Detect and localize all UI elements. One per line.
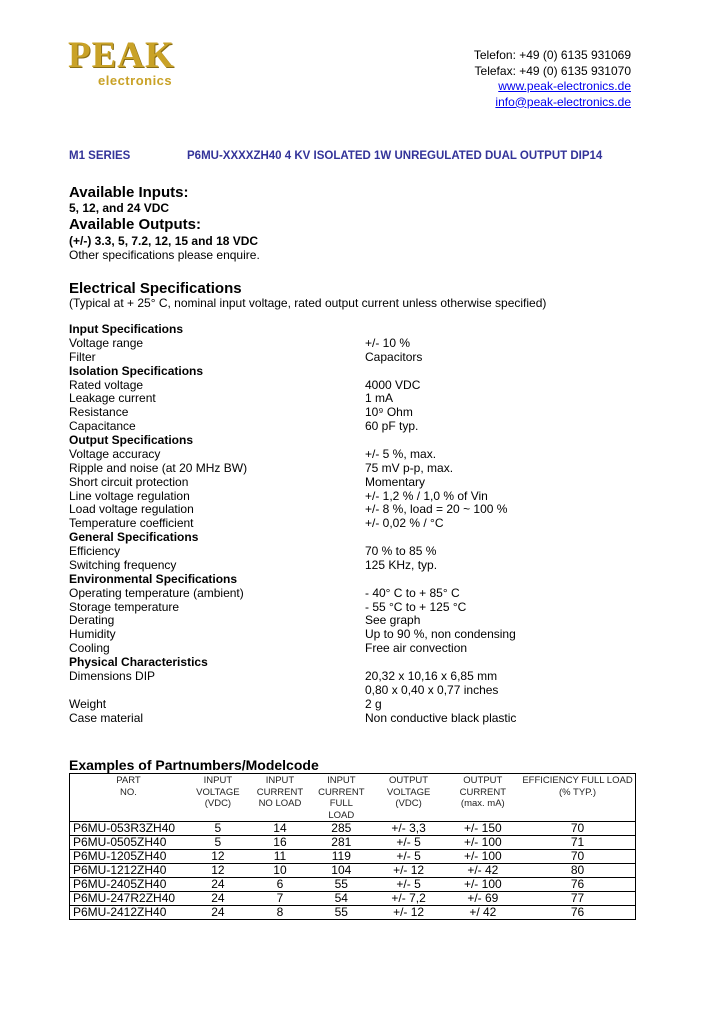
spec-label: Temperature coefficient [69, 516, 194, 531]
spec-row [69, 337, 629, 351]
series-name: M1 SERIES [69, 150, 131, 162]
spec-value: +/- 0,02 % / °C [365, 516, 444, 531]
table-cell: +/- 5 [372, 850, 446, 864]
spec-value: Free air convection [365, 641, 468, 656]
spec-row [69, 420, 629, 434]
table-cell: +/ 42 [446, 906, 520, 920]
spec-row [69, 503, 629, 517]
spec-row [69, 448, 629, 462]
spec-value: 2 g [365, 696, 382, 711]
table-cell: 80 [520, 864, 635, 878]
spec-row [69, 490, 629, 504]
table-cell: +/- 5 [372, 878, 446, 892]
spec-value: 75 mV p-p, max. [365, 460, 454, 475]
table-cell: +/- 3,3 [372, 822, 446, 836]
fax-number: Telefax: +49 (0) 6135 931070 [474, 63, 631, 78]
table-row [70, 892, 636, 906]
spec-row [69, 614, 629, 628]
spec-list [69, 323, 629, 725]
spec-row [69, 698, 629, 712]
table-row [70, 822, 636, 836]
outputs-note: Other specifications please enquire. [69, 248, 260, 262]
spec-row [69, 684, 629, 698]
spec-label: Rated voltage [69, 377, 144, 392]
spec-label: Switching frequency [69, 557, 177, 572]
column-header: OUTPUT CURRENT (max. mA) [459, 775, 507, 809]
table-row [70, 850, 636, 864]
table-cell: 54 [311, 892, 372, 906]
table-cell: 76 [520, 906, 635, 920]
table-cell: 70 [520, 850, 635, 864]
spec-row [69, 379, 629, 393]
table-row [70, 878, 636, 892]
spec-row [69, 712, 629, 726]
spec-label: Dimensions DIP [69, 668, 156, 683]
table-cell: 24 [187, 892, 249, 906]
table-row [70, 864, 636, 878]
spec-label: Filter [69, 349, 96, 364]
table-cell: +/- 12 [372, 906, 446, 920]
outputs-heading: Available Outputs: [69, 216, 201, 233]
column-header: INPUT VOLTAGE (VDC) [196, 775, 240, 809]
spec-label: Case material [69, 710, 144, 725]
table-cell: 5 [187, 836, 249, 850]
spec-row [69, 406, 629, 420]
part-number-cell: P6MU-0505ZH40 [70, 836, 187, 850]
inputs-heading: Available Inputs: [69, 184, 189, 201]
email-link[interactable]: info@peak-electronics.de [495, 94, 631, 109]
spec-label: Derating [69, 613, 115, 628]
outputs-values: (+/-) 3.3, 5, 7.2, 12, 15 and 18 VDC [69, 234, 259, 248]
spec-label: Weight [69, 696, 107, 711]
table-cell: 12 [187, 864, 249, 878]
spec-section-heading: Output Specifications [69, 433, 194, 447]
table-cell: +/- 42 [446, 864, 520, 878]
part-number-cell: P6MU-053R3ZH40 [70, 822, 187, 836]
table-row [70, 906, 636, 920]
spec-section-heading: Physical Characteristics [69, 655, 208, 669]
spec-label: Storage temperature [69, 599, 180, 614]
table-cell: 76 [520, 878, 635, 892]
spec-label: Line voltage regulation [69, 488, 190, 503]
spec-row [69, 587, 629, 601]
spec-row [69, 642, 629, 656]
spec-row [69, 476, 629, 490]
column-header: INPUT CURRENT FULL LOAD [318, 775, 365, 821]
spec-value: 70 % to 85 % [365, 544, 437, 558]
logo-wordmark: PEAK [68, 35, 175, 76]
table-cell: +/- 100 [446, 878, 520, 892]
website-link[interactable]: www.peak-electronics.de [498, 79, 631, 93]
spec-label: Leakage current [69, 391, 156, 406]
table-cell: 71 [520, 836, 635, 850]
part-number-cell: P6MU-2412ZH40 [70, 906, 187, 920]
spec-label: Humidity [69, 627, 116, 642]
spec-label: Cooling [69, 641, 110, 656]
spec-label: Short circuit protection [69, 474, 189, 489]
spec-label: Ripple and noise (at 20 MHz BW) [69, 460, 248, 475]
spec-row [69, 601, 629, 615]
table-cell: 55 [311, 906, 372, 920]
contact-block [474, 48, 631, 110]
table-cell: 11 [249, 850, 311, 864]
spec-value: +/- 5 %, max. [365, 446, 437, 461]
logo-subtext: electronics [98, 73, 173, 88]
spec-row [69, 351, 629, 365]
part-number-cell: P6MU-247R2ZH40 [70, 892, 187, 906]
spec-label: Efficiency [69, 544, 121, 558]
spec-value: 0,80 x 0,40 x 0,77 inches [365, 682, 499, 697]
part-number-cell: P6MU-1205ZH40 [70, 850, 187, 864]
spec-value: Non conductive black plastic [365, 710, 517, 725]
table-cell: 16 [249, 836, 311, 850]
spec-label: Operating temperature (ambient) [69, 585, 244, 600]
table-row [70, 836, 636, 850]
spec-value: 20,32 x 10,16 x 6,85 mm [365, 668, 498, 683]
table-cell: 10 [249, 864, 311, 878]
spec-value: 125 KHz, typ. [365, 557, 438, 572]
table-cell: 24 [187, 878, 249, 892]
table-cell: +/- 150 [446, 822, 520, 836]
table-cell: 8 [249, 906, 311, 920]
inputs-values: 5, 12, and 24 VDC [69, 201, 170, 215]
table-cell: 7 [249, 892, 311, 906]
spec-row [69, 559, 629, 573]
table-cell: +/- 69 [446, 892, 520, 906]
table-cell: 12 [187, 850, 249, 864]
spec-row [69, 628, 629, 642]
spec-row [69, 392, 629, 406]
table-cell: 104 [311, 864, 372, 878]
spec-value: 60 pF typ. [365, 419, 419, 434]
spec-value: 4000 VDC [365, 377, 421, 392]
parts-table [69, 773, 636, 920]
phone-number: Telefon: +49 (0) 6135 931069 [473, 48, 631, 62]
table-cell: 285 [311, 822, 372, 836]
spec-row [69, 545, 629, 559]
electrical-heading: Electrical Specifications [69, 280, 242, 297]
spec-section-heading: Environmental Specifications [69, 571, 238, 586]
column-header: OUTPUT VOLTAGE (VDC) [386, 775, 431, 809]
spec-value: - 40° C to + 85° C [365, 585, 460, 600]
column-header: EFFICIENCY FULL LOAD (% TYP.) [522, 775, 633, 798]
table-cell: 55 [311, 878, 372, 892]
product-title: P6MU-XXXXZH40 4 KV ISOLATED 1W UNREGULATED DUAL OUTPUT DIP14 [187, 150, 603, 162]
table-cell: +/- 100 [446, 850, 520, 864]
spec-value: 10⁹ Ohm [365, 405, 413, 420]
spec-value: +/- 8 %, load = 20 ~ 100 % [365, 502, 508, 517]
spec-value: Capacitors [365, 349, 423, 364]
electrical-subtitle: (Typical at + 25° C, nominal input voltage, rated output current unless otherwise specified) [69, 296, 547, 310]
parts-heading: Examples of Partnumbers/Modelcode [69, 757, 319, 773]
spec-label: Capacitance [69, 419, 136, 434]
table-cell: +/- 7,2 [372, 892, 446, 906]
company-logo [68, 35, 186, 88]
table-cell: +/- 5 [372, 836, 446, 850]
spec-row [69, 670, 629, 684]
spec-label: Resistance [69, 405, 129, 420]
part-number-cell: P6MU-2405ZH40 [70, 878, 187, 892]
spec-value: Momentary [365, 474, 426, 489]
part-number-cell: P6MU-1212ZH40 [70, 864, 187, 878]
spec-value: Up to 90 %, non condensing [365, 627, 516, 642]
spec-value: +/- 1,2 % / 1,0 % of Vin [365, 488, 488, 503]
table-cell: +/- 12 [372, 864, 446, 878]
table-cell: 14 [249, 822, 311, 836]
spec-label: Voltage accuracy [69, 446, 161, 461]
spec-label: Voltage range [69, 335, 144, 350]
column-header: INPUT CURRENT NO LOAD [256, 775, 304, 809]
table-cell: 281 [311, 836, 372, 850]
table-cell: +/- 100 [446, 836, 520, 850]
column-header: PART NO. [116, 775, 141, 798]
table-cell: 119 [311, 850, 372, 864]
spec-section-heading: Isolation Specifications [69, 363, 204, 378]
spec-row [69, 462, 629, 476]
spec-value: 1 mA [365, 391, 394, 406]
spec-section-heading: General Specifications [69, 530, 199, 545]
spec-value: - 55 °C to + 125 °C [365, 599, 467, 614]
spec-value: +/- 10 % [365, 335, 411, 350]
spec-label: Load voltage regulation [69, 502, 194, 517]
spec-row [69, 517, 629, 531]
parts-table-header [70, 774, 636, 822]
table-cell: 70 [520, 822, 635, 836]
table-cell: 6 [249, 878, 311, 892]
table-cell: 24 [187, 906, 249, 920]
series-header [69, 150, 644, 162]
spec-value: See graph [365, 613, 421, 628]
spec-section-heading: Input Specifications [69, 322, 184, 336]
table-cell: 5 [187, 822, 249, 836]
table-cell: 77 [520, 892, 635, 906]
